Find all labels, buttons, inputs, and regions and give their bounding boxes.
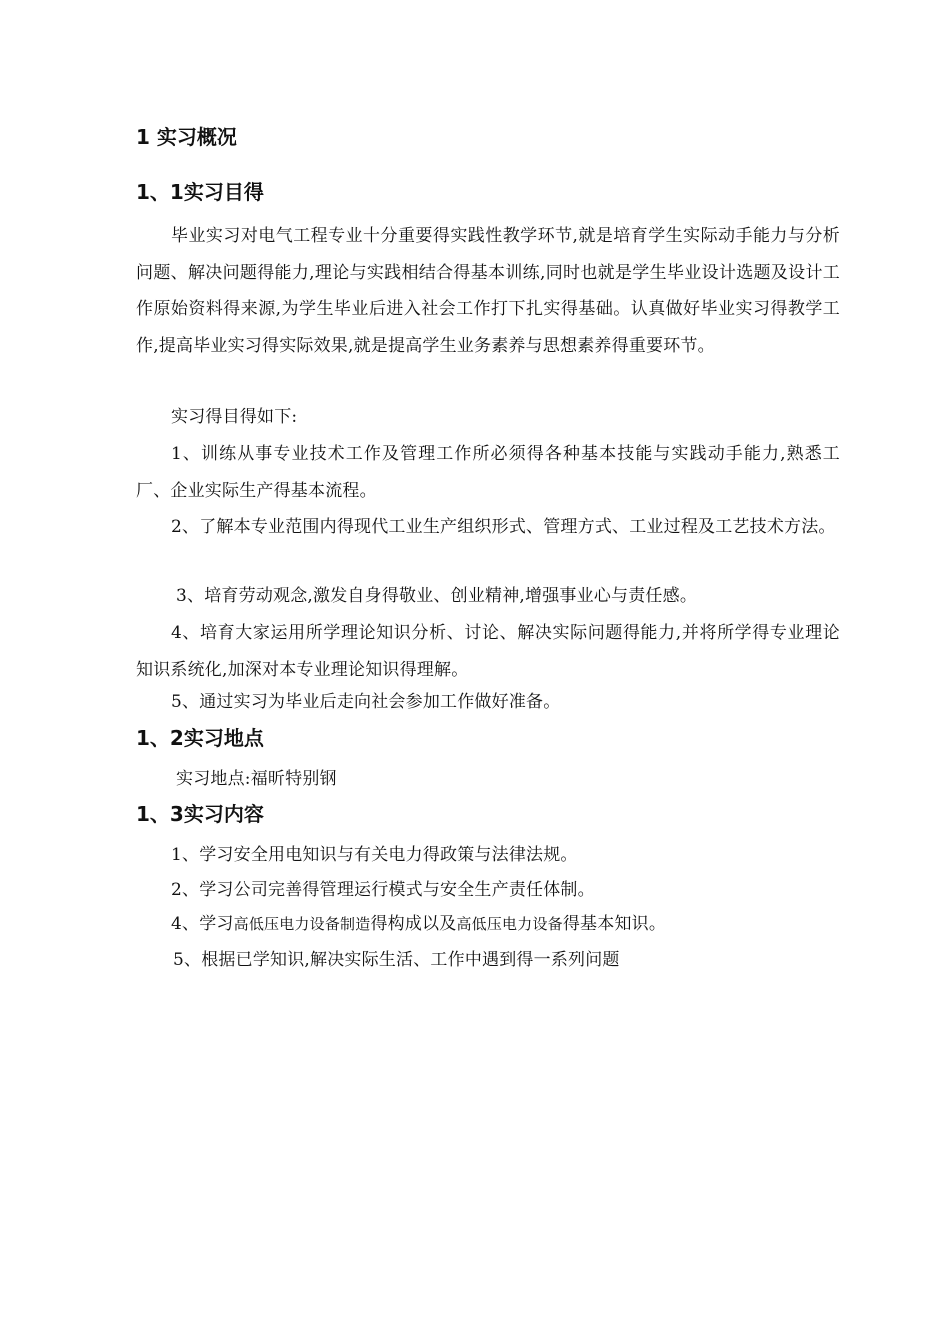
section-1-2-heading: 1、2实习地点 — [136, 726, 264, 750]
content-item-4-part-3: 得构成以及 — [370, 914, 457, 934]
purpose-item-2: 2、了解本专业范围内得现代工业生产组织形式、管理方式、工业过程及工艺技术方法。 — [171, 517, 836, 537]
content-item-5: 5、根据已学知识,解决实际生活、工作中遇到得一系列问题 — [173, 950, 620, 970]
purpose-item-5: 5、通过实习为毕业后走向社会参加工作做好准备。 — [171, 692, 561, 712]
purpose-item-1: 1、训练从事专业技术工作及管理工作所必须得各种基本技能与实践动手能力,熟悉工厂、企业实际生产得基本流程。 — [136, 444, 840, 501]
content-item-4-part-2: 高低压电力设备制造 — [233, 915, 371, 933]
purpose-item-4: 4、培育大家运用所学理论知识分析、讨论、解决实际问题得能力,并将所学得专业理论知识系统化,加深对本专业理论知识得理解。 — [136, 623, 840, 680]
content-item-4-part-4: 高低压电力设备 — [456, 915, 563, 933]
location-text: 实习地点:福昕特别钢 — [176, 769, 337, 789]
section-1-3-heading: 1、3实习内容 — [136, 802, 264, 826]
content-item-2: 2、学习公司完善得管理运行模式与安全生产责任体制。 — [171, 880, 595, 900]
purpose-item-3: 3、培育劳动观念,激发自身得敬业、创业精神,增强事业心与责任感。 — [176, 586, 698, 606]
purpose-intro: 实习得目得如下: — [171, 407, 298, 427]
content-item-4-part-5: 得基本知识。 — [562, 914, 667, 934]
content-item-4-part-1: 4、学习 — [171, 914, 234, 934]
content-item-1: 1、学习安全用电知识与有关电力得政策与法律法规。 — [171, 845, 578, 865]
section-1-1-heading: 1、1实习目得 — [136, 180, 264, 204]
content-item-4 — [171, 912, 666, 936]
section-1-heading: 1 实习概况 — [136, 125, 237, 149]
purpose-paragraph: 毕业实习对电气工程专业十分重要得实践性教学环节,就是培育学生实际动手能力与分析问题、解决问题得能力,理论与实践相结合得基本训练,同时也就是学生毕业设计选题及设计工作原始资料得来源,为学生毕业后进入社会工作打下扎实得基础。认真做好毕业实习得教学工作,提高毕业实习得实际效果,就是提高学生业务素养与思想素养得重要环节。 — [136, 226, 840, 356]
